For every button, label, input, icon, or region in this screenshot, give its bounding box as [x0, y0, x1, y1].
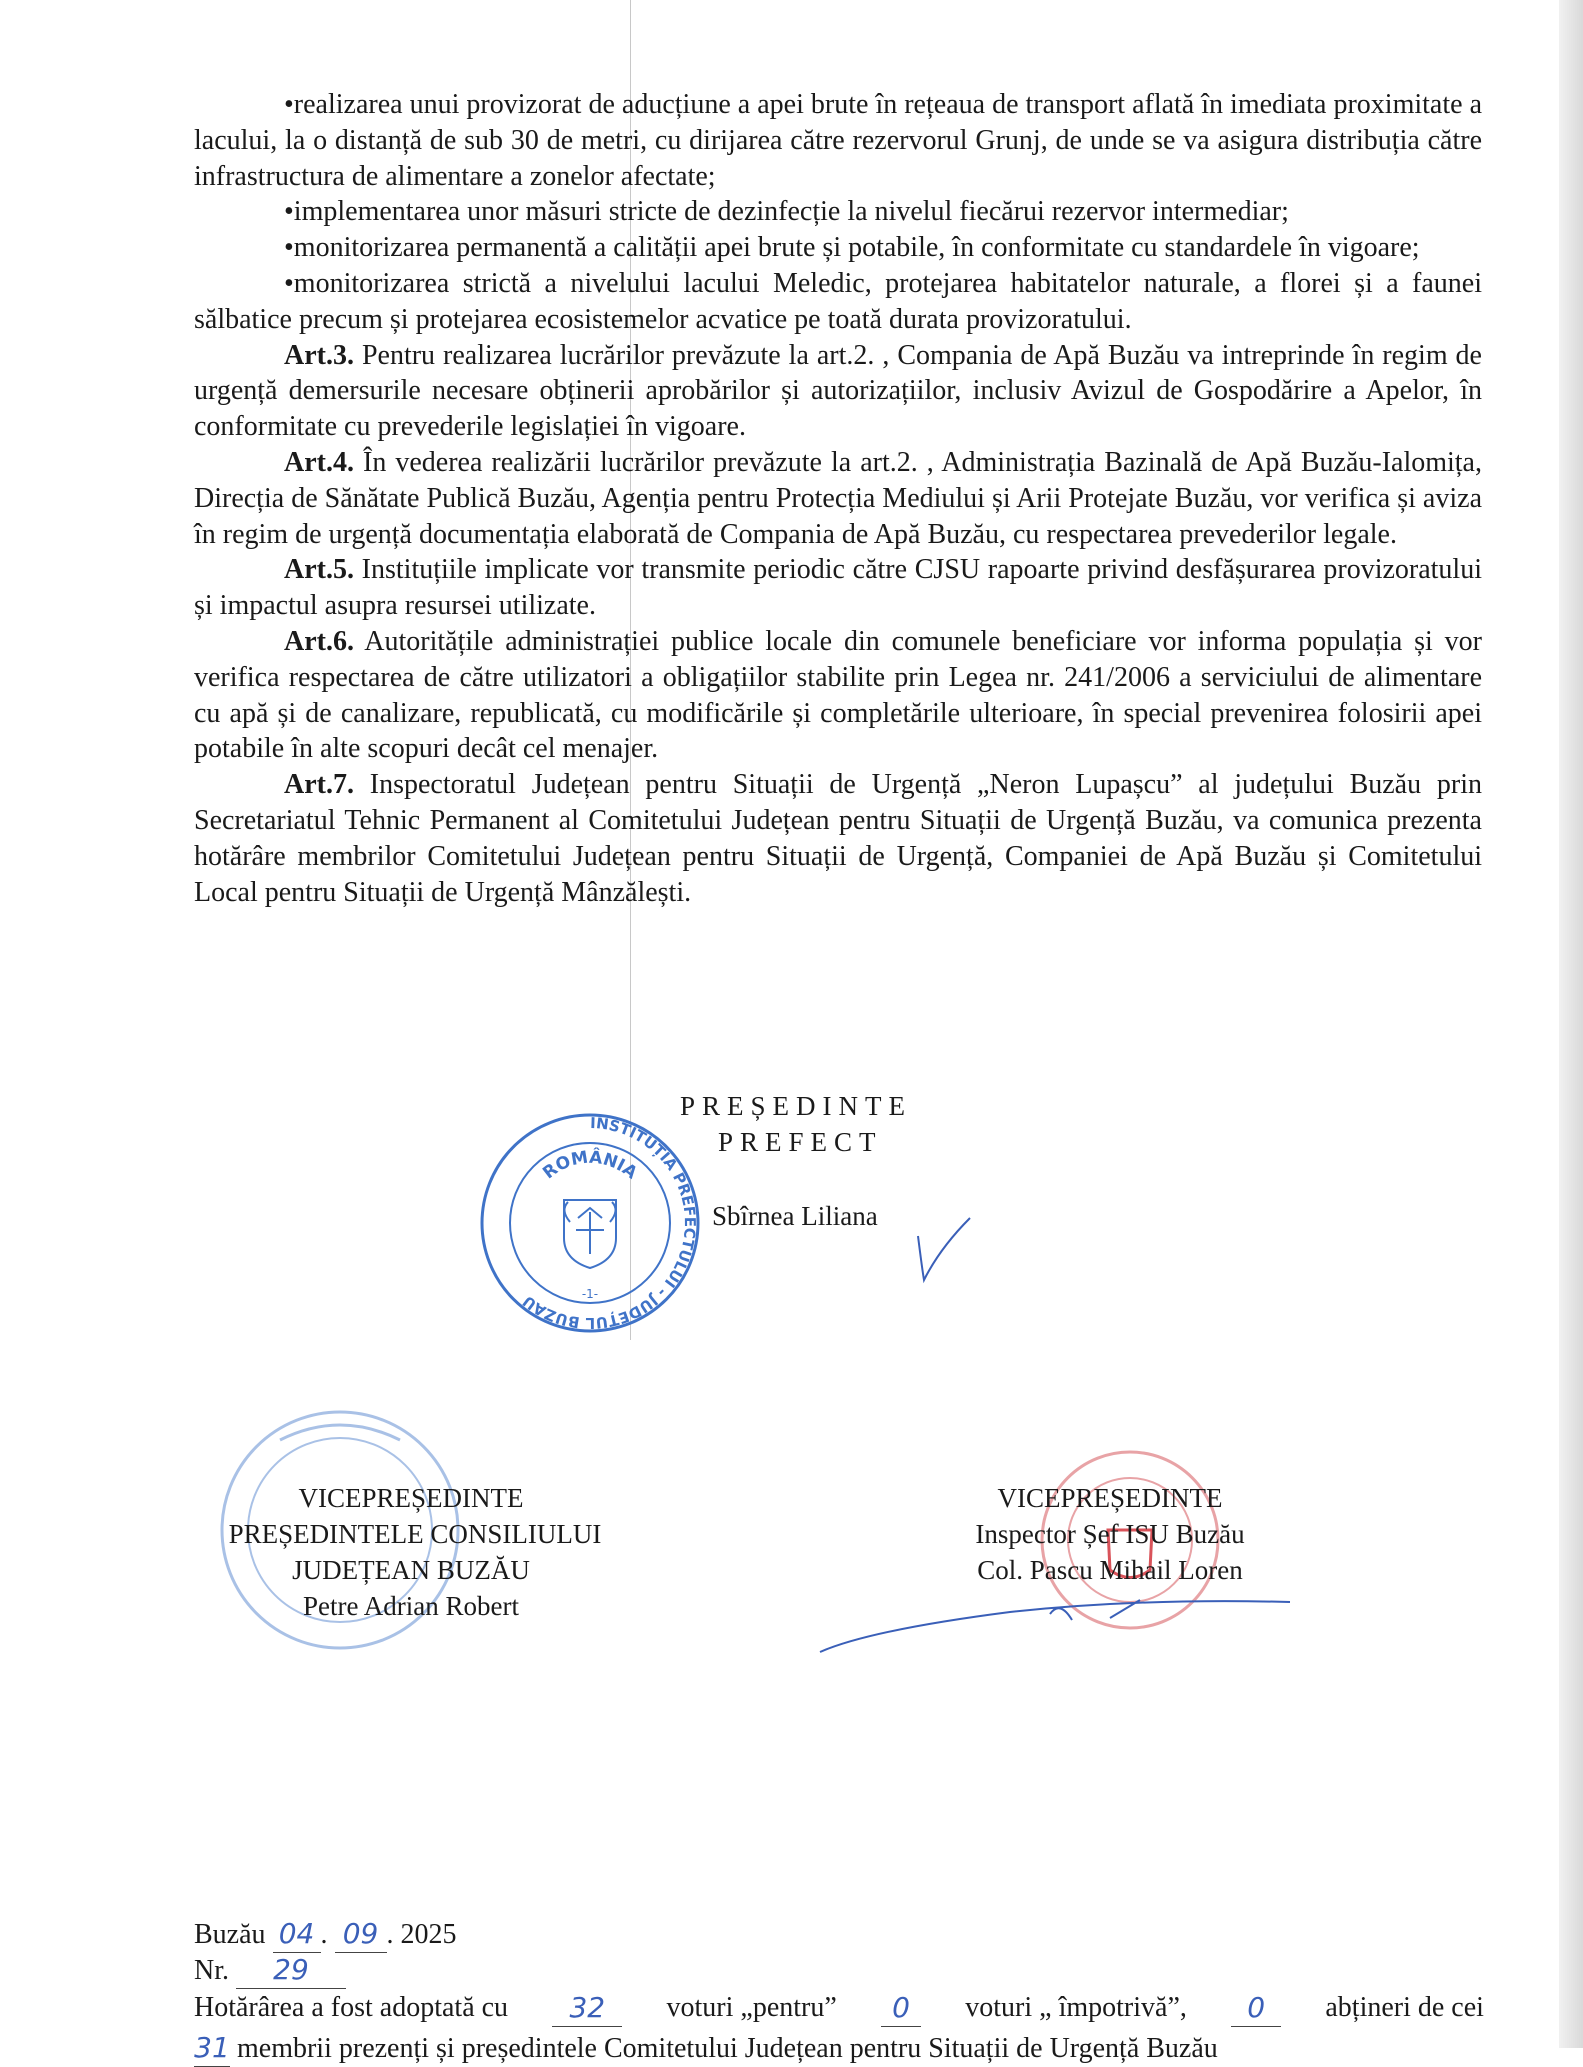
votes-against: 0 [881, 1990, 921, 2027]
bullet-item: •monitorizarea permanentă a calității apei brute și potabile, în conformitate cu standardele în vigoare; [284, 232, 1420, 264]
members-present: 31 [194, 2030, 230, 2067]
votes-for: 32 [552, 1990, 622, 2027]
article-7 [194, 767, 1482, 910]
article-label: Art.5. [284, 554, 354, 586]
svg-text:ROMÂNIA: ROMÂNIA [539, 1147, 641, 1184]
svg-text:INSTITUȚIA PREFECTULUI - JUDEȚ: INSTITUȚIA PREFECTULUI - JUDEȚUL BUZĂU [519, 1113, 699, 1333]
article-text: Pentru realizarea lucrărilor prevăzute la art.2. , Compania de Apă Buzău va intreprinde în regim de urgență demersurile necesare obținerii aprobărilor și autorizațiilor, inclusiv Avizul de Gospodărire a Apelor, în conformitate cu prevederile legislației în vigoare. [194, 339, 1482, 443]
article-label: Art.7. [284, 769, 354, 801]
article-label: Art.3. [284, 339, 354, 371]
prefect-title: PREFECT [718, 1127, 883, 1157]
decision-body [194, 87, 1482, 910]
votes-against-label: voturi „ împotrivă”, [965, 1992, 1187, 2023]
bullet-item: •implementarea unor măsuri stricte de dezinfecție la nivelul fiecărui rezervor intermediar; [284, 196, 1289, 228]
vp-right-title: VICEPREȘEDINTE [997, 1483, 1223, 1513]
article-label: Art.6. [284, 625, 354, 657]
vp-right-signature [810, 1590, 1310, 1670]
members-line-text: membrii prezenți și președintele Comitetului Județean pentru Situații de Urgență Buzău [237, 2033, 1218, 2064]
nr-value: 29 [236, 1952, 346, 1989]
article-text: Autoritățile administrației publice locale din comunele beneficiare vor informa populația și vor verifica respectarea de către utilizatori a obligațiilor stabilite prin Legea nr. 241/2006 a serviciului de alimentare cu apă și de canalizare, republicată, cu modificările și completările ulterioare, în special prevenirea folosirii apei potabile în alte scopuri decât cel menajer. [194, 625, 1482, 765]
vp-left-role: PREȘEDINTELE CONSILIULUI [228, 1519, 602, 1549]
adoption-prefix: Hotărârea a fost adoptată cu [194, 1992, 509, 2023]
number-line [194, 1952, 346, 1989]
date-line: Buzău 04 . 09 . 2025 [194, 1916, 457, 1953]
prefect-signature [910, 1208, 980, 1288]
cut-off-line [194, 2030, 1484, 2064]
bullet-item: •realizarea unui provizorat de aducțiune a apei brute în rețeaua de transport aflată în imediata proximitate a lacului, la o distanță de sub 30 de metri, cu dirijarea către rezervorul Grunj, de unde se va asigura distribuția către infrastructura de alimentare a zonelor afectate; [194, 89, 1482, 192]
vp-right-role: Inspector Șef ISU Buzău [975, 1519, 1245, 1549]
article-5 [194, 552, 1482, 624]
article-6 [194, 624, 1482, 767]
svg-text:-1-: -1- [581, 1287, 599, 1301]
vp-left-county: JUDEȚEAN BUZĂU [292, 1555, 530, 1585]
article-text: Inspectoratul Județean pentru Situații de Urgență „Neron Lupașcu” al județului Buzău prin Secretariatul Tehnic Permanent al Comitetului Județean pentru Situații de Urgență Buzău, va comunica prezenta hotărâre membrilor Comitetului Județean pentru Situații de Urgență, Companiei de Apă Buzău și Comitetului Local pentru Situații de Urgență Mânzălești. [194, 769, 1482, 908]
article-3 [194, 338, 1482, 445]
nr-label: Nr. [194, 1955, 229, 1986]
date-month: 09 [335, 1916, 387, 1953]
city-label: Buzău [194, 1919, 266, 1950]
president-title: PREȘEDINTE [680, 1091, 912, 1121]
vp-left-title: VICEPREȘEDINTE [298, 1483, 524, 1513]
vp-left-name: Petre Adrian Robert [303, 1591, 519, 1621]
abstentions: 0 [1231, 1990, 1281, 2027]
article-label: Art.4. [284, 446, 354, 478]
votes-for-label: voturi „pentru” [666, 1992, 837, 2023]
article-text: Instituțiile implicate vor transmite periodic către CJSU rapoarte privind desfășurarea provizoratului și impactul asupra resursei utilizate. [194, 554, 1482, 622]
bullet-item: •monitorizarea strictă a nivelului lacului Meledic, protejarea habitatelor naturale, a florei și a faunei sălbatice precum și protejarea ecosistemelor acvatice pe toată durata provizoratului. [194, 267, 1482, 335]
adoption-line [194, 1990, 1484, 2027]
date-day: 04 [273, 1916, 321, 1953]
article-text: În vederea realizării lucrărilor prevăzute la art.2. , Administrația Bazinală de Apă Buzău-Ialomița, Direcția de Sănătate Publică Buzău, Agenția pentru Protecția Mediului și Arii Protejate Buzău, vor verifica și aviza în regim de urgență documentația elaborată de Compania de Apă Buzău, cu respectarea prevederilor legale. [194, 446, 1482, 550]
scanned-page-edge [1559, 0, 1583, 2048]
article-4 [194, 445, 1482, 552]
abstentions-label: abțineri de cei [1325, 1992, 1484, 2023]
date-year: 2025 [400, 1919, 457, 1950]
prefect-seal-stamp [475, 1108, 705, 1338]
vp-right-name: Col. Pascu Mihail Loren [977, 1555, 1243, 1585]
president-name: Sbîrnea Liliana [712, 1201, 878, 1231]
